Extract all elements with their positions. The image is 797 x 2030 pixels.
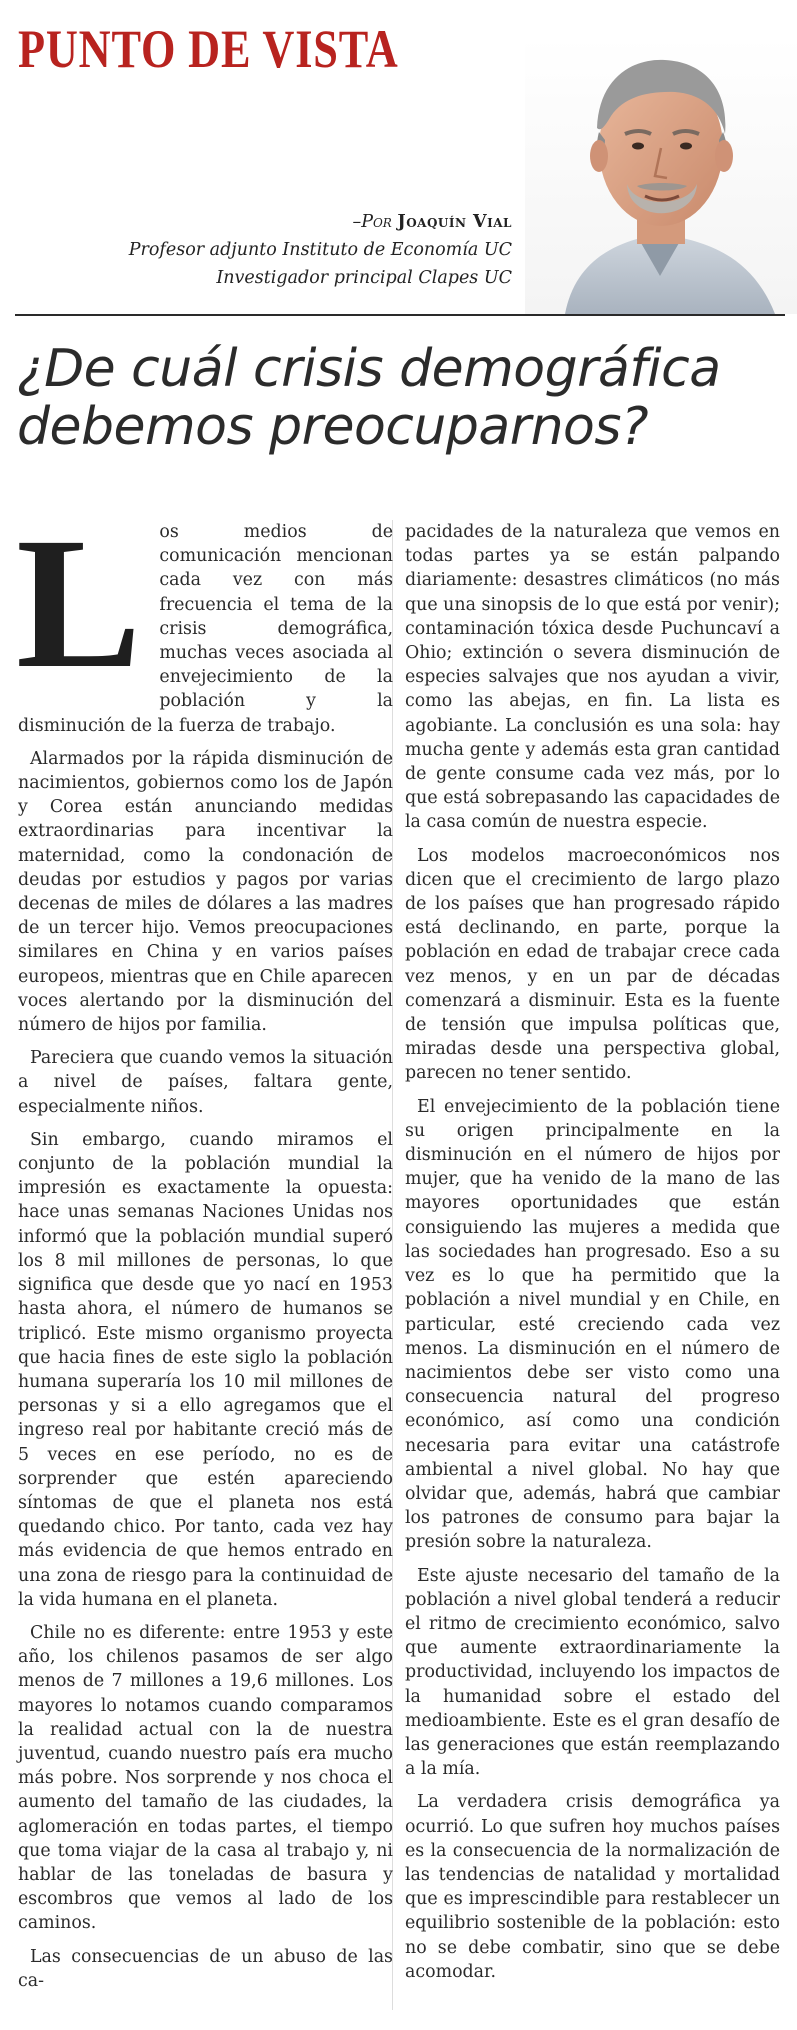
author-role-2: Investigador principal Clapes UC (216, 268, 512, 288)
author-photo (525, 36, 797, 314)
article-paragraph: Pareciera que cuando vemos la situación a nivel de países, faltara gente, especialmente niños. (18, 1048, 393, 1117)
byline-author-line (129, 208, 512, 236)
article-paragraph: Las consecuencias de un abuso de las ca- (18, 1946, 393, 1991)
article-paragraph: Alarmados por la rápida disminución de nacimientos, gobiernos como los de Japón y Corea están anunciando medidas extraordinarias para incentivar la maternidad, como la condonación de deudas por estudios y pagos por varias decenas de miles de dólares a las madres de un tercer hijo. Vemos preocupaciones similares en China y en varios países europeos, mientras que en Chile aparecen voces alertando por la disminución del número de hijos por familia. (18, 748, 393, 1036)
article-column-left (16, 498, 393, 2002)
header-divider (15, 314, 785, 316)
article-paragraph: Chile no es diferente: entre 1953 y este año, los chilenos pasamos de ser algo menos de 7 millones a 19,6 millones. Los mayores lo notamos cuando comparamos la realidad actual con la de nuestra juventud, cuando nuestro país era mucho más pobre. Nos sorprende y nos choca el aumento del tamaño de las ciudades, la aglomeración en todas partes, el tiempo que toma viajar de la casa al trabajo y, ni hablar de las toneladas de basura y escombros que vemos al lado de los caminos. (18, 1622, 393, 1934)
lead-paragraph-text: os medios de comunicación mencionan cada vez con más frecuencia el tema de la crisis demográfica, muchas veces asociada al envejecimiento de la población y la disminución de la fuerza de trabajo. (18, 522, 393, 736)
byline (129, 208, 512, 292)
article-paragraph: Sin embargo, cuando miramos el conjunto de la población mundial la impresión es exactamente la opuesta: hace unas semanas Naciones Unidas nos informó que la población mundial superó los 8 mil millones de personas, lo que significa que desde que yo nací en 1953 hasta ahora, el número de humanos se triplicó. Este mismo organismo proyecta que hacia fines de este siglo la población humana superaría los 10 mil millones de personas y si a ello agregamos que el ingreso real por habitante creció más de 5 veces en ese período, no es de sorprender que estén apareciendo síntomas de que el planeta nos está quedando chico. Por tanto, cada vez hay más evidencia de que hemos entrado en una zona de riesgo para la continuidad de la vida humana en el planeta. (18, 1129, 393, 1610)
article-paragraph: Los modelos macroeconómicos nos dicen que el crecimiento de largo plazo de los países que han progresado rápido está declinando, en parte, porque la población en edad de trabajar crece cada vez menos, y en un par de décadas comenzará a disminuir. Esta es la fuente de tensión que impulsa políticas que, miradas desde una perspectiva global, parecen no tener sentido. (405, 845, 780, 1084)
drop-cap: L (16, 498, 142, 707)
article-paragraph: El envejecimiento de la población tiene su origen principalmente en la disminución en el número de hijos por mujer, que ha venido de la mano de las mayores oportunidades que están consiguiendo las mujeres a medida que las sociedades han progresado. Eso a su vez es lo que ha permitido que la población a nivel mundial y en Chile, en particular, esté creciendo cada vez menos. La disminución en el número de nacimientos debe ser visto como una consecuencia natural del progreso económico, así como una condición necesaria para evitar una catástrofe ambiental a nivel global. No hay que olvidar que, además, habrá que cambiar los patrones de consumo para bajar la presión sobre la naturaleza. (405, 1096, 780, 1553)
section-title: PUNTO DE VISTA (18, 19, 399, 79)
article-paragraph (16, 498, 393, 738)
byline-prefix: –Por (352, 212, 392, 232)
article-column-right (405, 520, 780, 1993)
article-paragraph: pacidades de la naturaleza que vemos en todas partes ya se están palpando diariamente: desastres climáticos (no más que una sinopsis de lo que está por venir); contaminación tóxica desde Puchuncaví a Ohio; extinción o severa disminución de especies salvajes que nos ayudan a vivir, como las abejas, en fin. La lista es agobiante. La conclusión es una sola: hay mucha gente y además esta gran cantidad de gente consume cada vez más, por lo que está sobrepasando las capacidades de la casa común de nuestra especie. (405, 522, 780, 833)
author-name: Joaquín Vial (397, 212, 512, 232)
article-headline: ¿De cuál crisis demográfica debemos preocuparnos? (17, 339, 721, 457)
article-paragraph: Este ajuste necesario del tamaño de la población a nivel global tenderá a reducir el ritmo de crecimiento económico, salvo que aumente extraordinariamente la productividad, incluyendo los impactos de la humanidad sobre el estado del medioambiente. Este es el gran desafío de las generaciones que están reemplazando a la mía. (405, 1565, 780, 1780)
article-paragraph: La verdadera crisis demográfica ya ocurrió. Lo que sufren hoy muchos países es la consecuencia de la normalización de las tendencias de natalidad y mortalidad que es imprescindible para restablecer un equilibrio sostenible de la población: esto no se debe combatir, sino que se debe acomodar. (405, 1792, 780, 1982)
author-role-1: Profesor adjunto Instituto de Economía UC (128, 240, 512, 260)
